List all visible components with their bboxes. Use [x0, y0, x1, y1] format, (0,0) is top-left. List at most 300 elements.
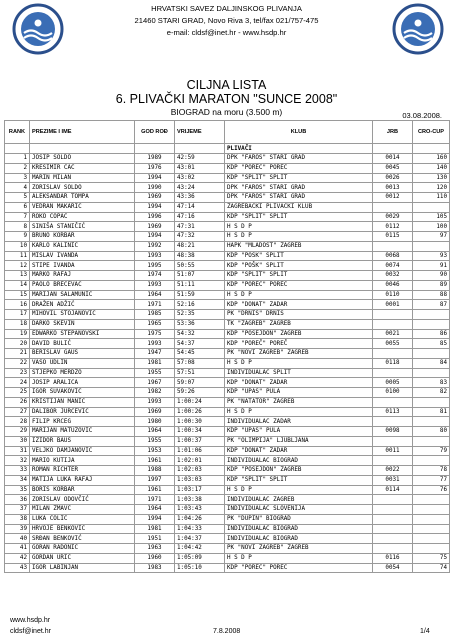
cell-time: 51:07 [175, 271, 225, 281]
cell-birth-year: 1993 [135, 251, 175, 261]
cell-club: DPK "FAROS" STARI GRAD [225, 183, 373, 193]
page-title: CILJNA LISTA [186, 78, 267, 92]
cell-time: 1:05:10 [175, 563, 225, 573]
cell-birth-year: 1969 [135, 193, 175, 203]
cell-rank: 17 [5, 310, 30, 320]
cell-jrb: 0113 [373, 407, 413, 417]
cell-jrb: 0046 [373, 280, 413, 290]
table-row [5, 436, 450, 446]
cell-time: 47:14 [175, 202, 225, 212]
cell-time: 1:03:17 [175, 485, 225, 495]
cell-name: VEDRAN MAKARIĆ [30, 202, 135, 212]
cell-jrb: 0001 [373, 300, 413, 310]
cell-club: HAPK "MLADOST" ZAGREB [225, 241, 373, 251]
cell-name: DAVID BULIĆ [30, 339, 135, 349]
cell-jrb [373, 397, 413, 407]
cell-jrb: 0014 [373, 154, 413, 164]
table-row [5, 456, 450, 466]
cell-birth-year: 1994 [135, 514, 175, 524]
cell-birth-year: 1997 [135, 475, 175, 485]
cell-time: 1:03:43 [175, 505, 225, 515]
table-row [5, 544, 450, 554]
footer-date: 7.8.2008 [213, 628, 241, 635]
column-header-rank: RANK [5, 121, 30, 144]
cell-club: H S D P [225, 232, 373, 242]
cell-cro-cup: 89 [413, 280, 450, 290]
cell-cro-cup: 130 [413, 173, 450, 183]
cell-rank: 8 [5, 222, 30, 232]
cell-rank: 18 [5, 319, 30, 329]
cell-birth-year: 1964 [135, 290, 175, 300]
table-row [5, 417, 450, 427]
table-row [5, 280, 450, 290]
cell-jrb: 0029 [373, 212, 413, 222]
cell-rank: 39 [5, 524, 30, 534]
cell-time: 59:07 [175, 378, 225, 388]
cell-club: INDIVIDUALAC BIOGRAD [225, 534, 373, 544]
cell-birth-year: 1963 [135, 544, 175, 554]
cell-cro-cup: 105 [413, 212, 450, 222]
cell-name: JOSIP SOLDO [30, 154, 135, 164]
cell-name: KRISTIJAN MANIĆ [30, 397, 135, 407]
cell-time: 43:02 [175, 173, 225, 183]
cell-cro-cup: 100 [413, 222, 450, 232]
cell-birth-year: 1951 [135, 534, 175, 544]
cell-name: EDWARKO STEPANOVSKI [30, 329, 135, 339]
table-row [5, 475, 450, 485]
table-row [5, 232, 450, 242]
cell-name: KREŠIMIR ČAĆ [30, 163, 135, 173]
cell-cro-cup: 76 [413, 485, 450, 495]
header-row [5, 121, 450, 144]
cell-jrb [373, 436, 413, 446]
cell-rank: 22 [5, 358, 30, 368]
cell-name: IGOR LABINJAN [30, 563, 135, 573]
cell-rank: 31 [5, 446, 30, 456]
cell-rank: 30 [5, 436, 30, 446]
cell-birth-year: 1964 [135, 505, 175, 515]
cell-birth-year: 1981 [135, 358, 175, 368]
table-row [5, 300, 450, 310]
cell-club: H S D P [225, 290, 373, 300]
cell-jrb: 0011 [373, 446, 413, 456]
cell-name: ALEKSANDAR TOMPA [30, 193, 135, 203]
event-title: 6. PLIVAČKI MARATON "SUNCE 2008" [115, 92, 338, 106]
cell-time: 1:00:34 [175, 427, 225, 437]
cell-cro-cup [413, 310, 450, 320]
cell-club: INDIVIDUALAC SPLIT [225, 368, 373, 378]
cell-time: 1:03:38 [175, 495, 225, 505]
cell-club: ZAGREBAČKI PLIVAČKI KLUB [225, 202, 373, 212]
cell-jrb [373, 202, 413, 212]
cell-time: 52:35 [175, 310, 225, 320]
cell-birth-year: 1981 [135, 524, 175, 534]
cell-jrb: 0115 [373, 232, 413, 242]
cell-jrb: 0026 [373, 173, 413, 183]
page-header [0, 0, 453, 64]
table-row [5, 173, 450, 183]
cell-birth-year: 1992 [135, 241, 175, 251]
cell-cro-cup: 80 [413, 427, 450, 437]
cell-club: KDP "UPAS" PULA [225, 388, 373, 398]
cell-name: ROMAN RICHTER [30, 466, 135, 476]
cell-time: 1:01:06 [175, 446, 225, 456]
cell-jrb [373, 534, 413, 544]
cell-birth-year: 1964 [135, 427, 175, 437]
cell-birth-year: 1985 [135, 310, 175, 320]
cell-jrb [373, 319, 413, 329]
cell-birth-year: 1961 [135, 485, 175, 495]
cell-name: IZIDOR BAUS [30, 436, 135, 446]
cell-club: KDP "DONAT" ZADAR [225, 446, 373, 456]
cell-jrb: 0116 [373, 553, 413, 563]
footer-site[interactable]: www.hsdp.hr [10, 617, 51, 624]
cell-time: 52:16 [175, 300, 225, 310]
cell-rank: 38 [5, 514, 30, 524]
cell-cro-cup: 86 [413, 329, 450, 339]
cell-cro-cup [413, 505, 450, 515]
table-row [5, 553, 450, 563]
cell-time: 43:36 [175, 193, 225, 203]
cell-jrb: 0098 [373, 427, 413, 437]
cell-cro-cup: 91 [413, 261, 450, 271]
cell-birth-year: 1988 [135, 466, 175, 476]
column-header-club: KLUB [225, 121, 373, 144]
cell-rank: 41 [5, 544, 30, 554]
table-row [5, 183, 450, 193]
cell-cro-cup [413, 456, 450, 466]
cell-birth-year: 1967 [135, 378, 175, 388]
cell-club: INDIVIDUALAC ZADAR [225, 417, 373, 427]
cell-club: INDIVIDUALAC BIOGRAD [225, 524, 373, 534]
cell-time: 43:24 [175, 183, 225, 193]
cell-name: VAŠO UDLIN [30, 358, 135, 368]
cell-cro-cup [413, 397, 450, 407]
cell-birth-year: 1971 [135, 300, 175, 310]
cell-birth-year: 1975 [135, 329, 175, 339]
cell-rank: 11 [5, 251, 30, 261]
footer-email[interactable]: cldsf@inet.hr [10, 628, 51, 635]
cell-rank: 28 [5, 417, 30, 427]
cell-name: MATIJA LUKA RAFAJ [30, 475, 135, 485]
cell-birth-year: 1983 [135, 563, 175, 573]
table-row [5, 524, 450, 534]
cell-cro-cup: 84 [413, 358, 450, 368]
cell-jrb [373, 456, 413, 466]
table-row [5, 261, 450, 271]
cell-cro-cup [413, 319, 450, 329]
table-row [5, 251, 450, 261]
cell-rank: 43 [5, 563, 30, 573]
cell-birth-year: 1955 [135, 436, 175, 446]
table-row [5, 358, 450, 368]
cell-name: MARIN MILAN [30, 173, 135, 183]
cell-time: 1:04:26 [175, 514, 225, 524]
org-address: 21460 STARI GRAD, Novo Riva 3, tel/fax 021/757-475 [134, 16, 319, 25]
cell-rank: 23 [5, 368, 30, 378]
cell-time: 48:21 [175, 241, 225, 251]
cell-time: 42:59 [175, 154, 225, 164]
table-row [5, 466, 450, 476]
cell-jrb: 0114 [373, 485, 413, 495]
cell-rank: 36 [5, 495, 30, 505]
cell-cro-cup: 90 [413, 271, 450, 281]
table-row [5, 446, 450, 456]
cell-birth-year: 1971 [135, 495, 175, 505]
cell-jrb [373, 505, 413, 515]
cell-club: KDP "SPLIT" SPLIT [225, 173, 373, 183]
cell-club: KDP "UPAS" PULA [225, 427, 373, 437]
cell-name: VELJKO DAMJANOVIĆ [30, 446, 135, 456]
cell-time: 53:36 [175, 319, 225, 329]
section-row [5, 144, 450, 154]
cell-cro-cup: 78 [413, 466, 450, 476]
cell-club: KDP "POŠK" SPLIT [225, 261, 373, 271]
cell-birth-year: 1993 [135, 339, 175, 349]
cell-jrb: 0045 [373, 163, 413, 173]
cell-jrb: 0012 [373, 193, 413, 203]
cell-rank: 32 [5, 456, 30, 466]
column-header-cro-cup: CRO-CUP [413, 121, 450, 144]
column-header-name: PREZIME I IME [30, 121, 135, 144]
cell-time: 57:51 [175, 368, 225, 378]
cell-birth-year: 1989 [135, 154, 175, 164]
cell-rank: 37 [5, 505, 30, 515]
cell-name: DRAŽEN ADŽIĆ [30, 300, 135, 310]
cell-birth-year: 1993 [135, 397, 175, 407]
cell-cro-cup: 74 [413, 563, 450, 573]
cell-rank: 12 [5, 261, 30, 271]
cell-club: KDP "POSEJDON" ZAGREB [225, 466, 373, 476]
cell-rank: 3 [5, 173, 30, 183]
cell-club: PK "NOVI ZAGREB" ZAGREB [225, 349, 373, 359]
cell-cro-cup [413, 534, 450, 544]
cell-birth-year: 1969 [135, 222, 175, 232]
cell-name: SRĐAN BENKOVIĆ [30, 534, 135, 544]
cell-birth-year: 1993 [135, 280, 175, 290]
cell-time: 59:26 [175, 388, 225, 398]
cell-name: GORAN RADONIĆ [30, 544, 135, 554]
table-row [5, 339, 450, 349]
cell-birth-year: 1960 [135, 553, 175, 563]
cell-time: 54:32 [175, 329, 225, 339]
cell-cro-cup: 87 [413, 300, 450, 310]
cell-time: 1:05:09 [175, 553, 225, 563]
cell-rank: 13 [5, 271, 30, 281]
cell-name: ZORISLAV ODOVČIĆ [30, 495, 135, 505]
cell-rank: 21 [5, 349, 30, 359]
cell-club: KDP "DONAT" ZADAR [225, 300, 373, 310]
cell-rank: 16 [5, 300, 30, 310]
table-row [5, 368, 450, 378]
cell-cro-cup [413, 349, 450, 359]
table-row [5, 202, 450, 212]
table-row [5, 505, 450, 515]
cell-name: STIPE IVANDA [30, 261, 135, 271]
cell-time: 1:00:37 [175, 436, 225, 446]
table-row [5, 271, 450, 281]
cell-name: LUKA COLIĆ [30, 514, 135, 524]
cell-birth-year: 1969 [135, 407, 175, 417]
cell-club: KDP "POREČ" POREČ [225, 339, 373, 349]
cell-cro-cup [413, 417, 450, 427]
cell-birth-year: 1953 [135, 446, 175, 456]
cell-birth-year: 1974 [135, 271, 175, 281]
table-row [5, 310, 450, 320]
cell-club: H S D P [225, 358, 373, 368]
cell-name: MARIO KUTIJA [30, 456, 135, 466]
table-row [5, 290, 450, 300]
result-date: 03.08.2008. [402, 111, 442, 120]
cell-rank: 27 [5, 407, 30, 417]
cell-jrb [373, 368, 413, 378]
cell-jrb: 0031 [373, 475, 413, 485]
cell-name: BORIS KORBAR [30, 485, 135, 495]
table-row [5, 534, 450, 544]
cell-cro-cup: 160 [413, 154, 450, 164]
cell-jrb: 0112 [373, 222, 413, 232]
cell-birth-year: 1976 [135, 163, 175, 173]
cell-club: PK "OLIMPIJA" LJUBLJANA [225, 436, 373, 446]
column-header-birth-year: GOD ROĐ [135, 121, 175, 144]
cell-name: BRUNO KORBAR [30, 232, 135, 242]
cell-rank: 35 [5, 485, 30, 495]
cell-cro-cup: 110 [413, 193, 450, 203]
table-row [5, 222, 450, 232]
cell-rank: 15 [5, 290, 30, 300]
cell-jrb [373, 495, 413, 505]
cell-cro-cup [413, 436, 450, 446]
cell-jrb: 0055 [373, 339, 413, 349]
cell-time: 1:02:01 [175, 456, 225, 466]
cell-jrb: 0054 [373, 563, 413, 573]
cell-cro-cup: 97 [413, 232, 450, 242]
cell-name: MILAN ŽMAVC [30, 505, 135, 515]
cell-rank: 24 [5, 378, 30, 388]
cell-jrb [373, 544, 413, 554]
cell-club: TK "ZAGREB" ZAGREB [225, 319, 373, 329]
cell-club: H S D P [225, 222, 373, 232]
cell-cro-cup: 82 [413, 388, 450, 398]
cell-club: KDP "POREČ" POREČ [225, 163, 373, 173]
cell-club: KDP "POŠK" SPLIT [225, 251, 373, 261]
cell-rank: 6 [5, 202, 30, 212]
cell-time: 1:04:37 [175, 534, 225, 544]
table-row [5, 241, 450, 251]
cell-cro-cup [413, 241, 450, 251]
cell-jrb: 0110 [373, 290, 413, 300]
cell-birth-year: 1994 [135, 232, 175, 242]
title-block [0, 78, 453, 118]
table-row [5, 514, 450, 524]
cell-rank: 25 [5, 388, 30, 398]
cell-club: KDP "POREČ" POREČ [225, 280, 373, 290]
cell-birth-year: 1982 [135, 388, 175, 398]
cell-cro-cup: 75 [413, 553, 450, 563]
cell-rank: 4 [5, 183, 30, 193]
cell-time: 50:55 [175, 261, 225, 271]
cell-name: ZORISLAV SOLDO [30, 183, 135, 193]
federation-logo-icon [392, 3, 444, 55]
cell-name: SINIŠA STANIČIĆ [30, 222, 135, 232]
cell-time: 51:59 [175, 290, 225, 300]
table-row [5, 154, 450, 164]
cell-time: 57:08 [175, 358, 225, 368]
cell-club: INDIVIDUALAC BIOGRAD [225, 456, 373, 466]
cell-name: FILIP KRCEG [30, 417, 135, 427]
cell-club: KDP "SPLIT" SPLIT [225, 212, 373, 222]
cell-jrb: 0074 [373, 261, 413, 271]
cell-birth-year: 1947 [135, 349, 175, 359]
cell-club: DPK "FAROS" STARI GRAD [225, 193, 373, 203]
cell-rank: 14 [5, 280, 30, 290]
cell-cro-cup: 83 [413, 378, 450, 388]
cell-birth-year: 1995 [135, 261, 175, 271]
cell-time: 54:45 [175, 349, 225, 359]
cell-name: GORDAN URIĆ [30, 553, 135, 563]
cell-cro-cup: 120 [413, 183, 450, 193]
cell-rank: 33 [5, 466, 30, 476]
cell-time: 1:00:30 [175, 417, 225, 427]
cell-cro-cup: 77 [413, 475, 450, 485]
section-label: PLIVAČI [225, 144, 373, 154]
cell-time: 1:04:33 [175, 524, 225, 534]
cell-club: KDP "DONAT" ZADAR [225, 378, 373, 388]
cell-cro-cup [413, 368, 450, 378]
cell-rank: 7 [5, 212, 30, 222]
cell-birth-year: 1996 [135, 212, 175, 222]
cell-jrb: 0022 [373, 466, 413, 476]
cell-time: 1:04:42 [175, 544, 225, 554]
cell-birth-year: 1994 [135, 173, 175, 183]
cell-name: MISLAV IVANDA [30, 251, 135, 261]
cell-name: PAOLO BREČEVAC [30, 280, 135, 290]
cell-jrb [373, 524, 413, 534]
cell-name: KARLO KALINIĆ [30, 241, 135, 251]
cell-time: 1:02:03 [175, 466, 225, 476]
cell-club: INDIVIDUALAC ZAGREB [225, 495, 373, 505]
cell-time: 47:31 [175, 222, 225, 232]
cell-club: KDP "SPLIT" SPLIT [225, 271, 373, 281]
cell-cro-cup: 85 [413, 339, 450, 349]
cell-jrb: 0013 [373, 183, 413, 193]
org-contact[interactable]: e-mail: cldsf@inet.hr - www.hsdp.hr [166, 28, 287, 37]
cell-name: DARKO ŠKEVIN [30, 319, 135, 329]
cell-cro-cup [413, 202, 450, 212]
column-header-time: VRIJEME [175, 121, 225, 144]
cell-name: MARKO RAFAJ [30, 271, 135, 281]
table-row [5, 485, 450, 495]
cell-time: 1:03:03 [175, 475, 225, 485]
cell-birth-year: 1980 [135, 417, 175, 427]
cell-rank: 19 [5, 329, 30, 339]
cell-cro-cup: 81 [413, 407, 450, 417]
cell-time: 1:00:24 [175, 397, 225, 407]
cell-time: 48:38 [175, 251, 225, 261]
cell-time: 51:11 [175, 280, 225, 290]
table-row [5, 397, 450, 407]
cell-club: H S D P [225, 485, 373, 495]
cell-name: IGOR ŠUVAKOVIĆ [30, 388, 135, 398]
table-row [5, 495, 450, 505]
org-name: HRVATSKI SAVEZ DALJINSKOG PLIVANJA [151, 4, 302, 13]
cell-cro-cup [413, 495, 450, 505]
table-row [5, 563, 450, 573]
cell-jrb [373, 417, 413, 427]
table-row [5, 163, 450, 173]
cell-name: HRVOJE BENKOVIĆ [30, 524, 135, 534]
cell-birth-year: 1990 [135, 183, 175, 193]
